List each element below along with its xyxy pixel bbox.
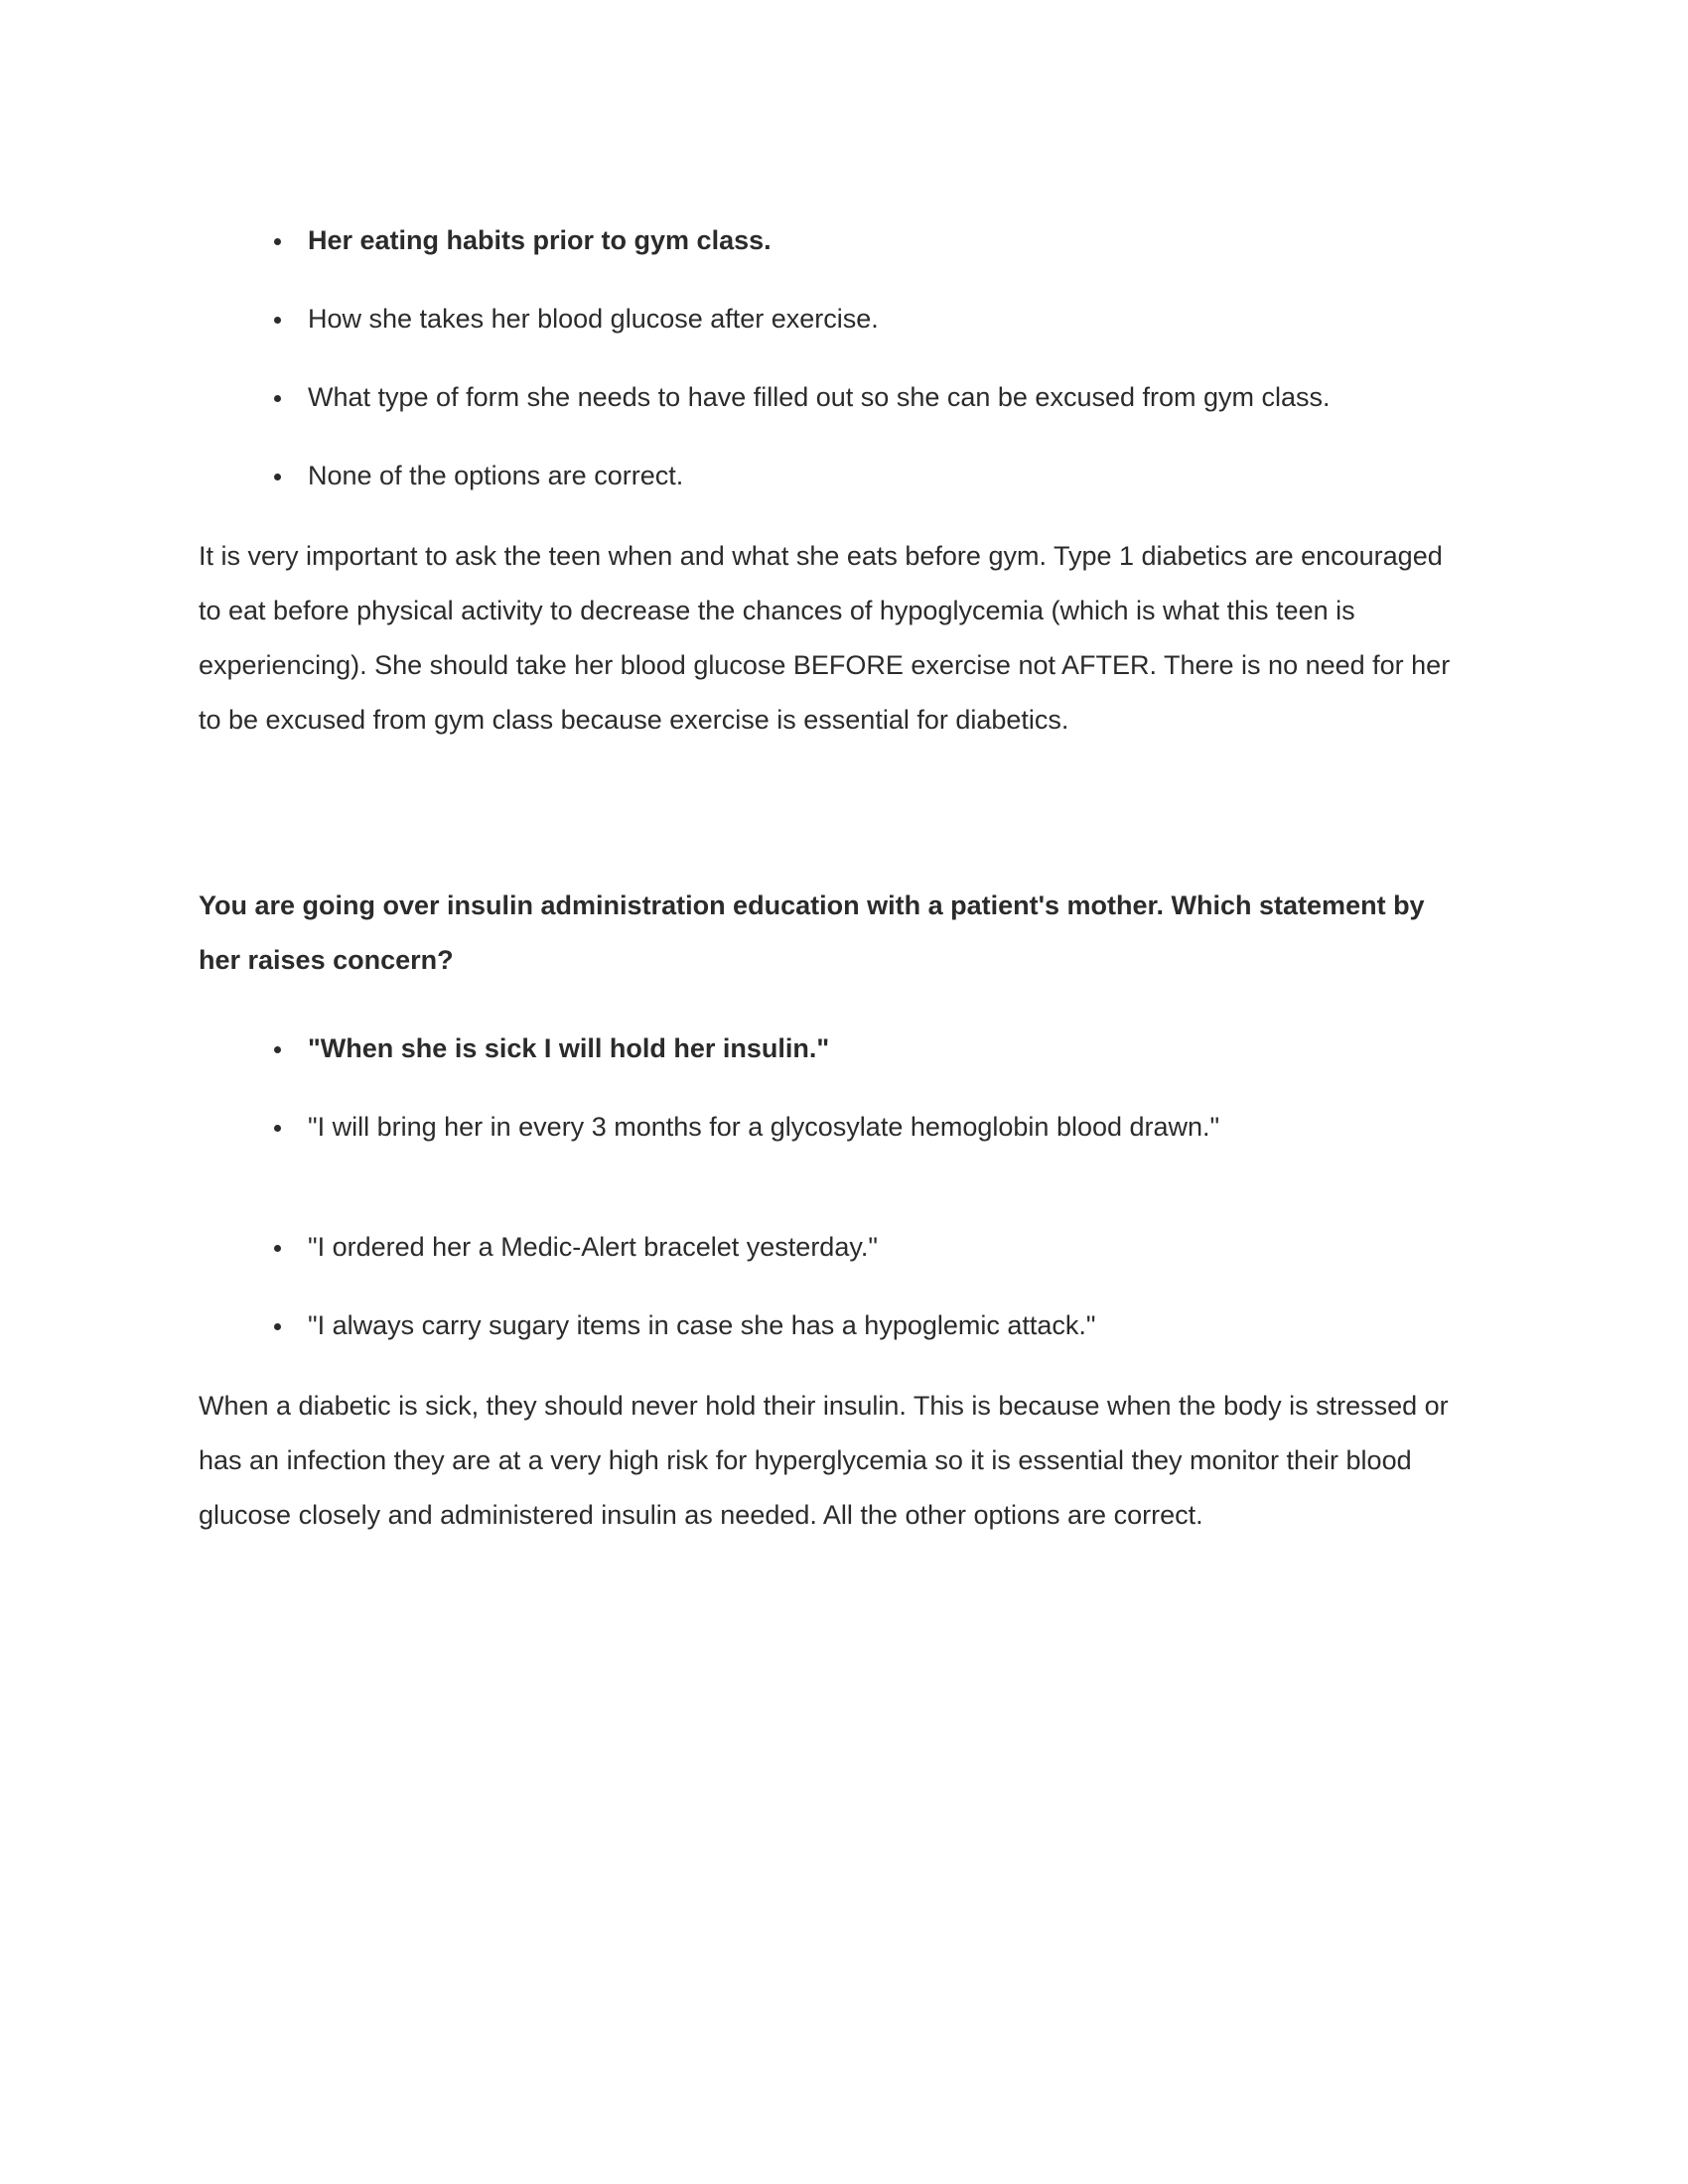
list-item bbox=[236, 213, 1494, 268]
section-spacer bbox=[199, 748, 1494, 879]
question-1-options-list bbox=[199, 213, 1494, 503]
option-text: How she takes her blood glucose after exercise. bbox=[308, 304, 879, 334]
question-2-options-list bbox=[199, 1022, 1494, 1353]
list-item bbox=[236, 1022, 1494, 1076]
option-text: What type of form she needs to have filled out so she can be excused from gym class. bbox=[308, 382, 1331, 412]
list-item bbox=[236, 1100, 1494, 1155]
option-text: Her eating habits prior to gym class. bbox=[308, 225, 772, 255]
option-text: "I will bring her in every 3 months for a glycosylate hemoglobin blood drawn." bbox=[308, 1112, 1220, 1142]
list-item bbox=[236, 1298, 1494, 1353]
option-text: "I ordered her a Medic-Alert bracelet yesterday." bbox=[308, 1232, 878, 1262]
list-item bbox=[236, 449, 1494, 503]
question-2-rationale: When a diabetic is sick, they should never hold their insulin. This is because when the body is stressed or has an infection they are at a very high risk for hyperglycemia so it is essential they monitor their blood glucose closely and administered insulin as needed. All the other options are correct. bbox=[199, 1391, 1449, 1530]
list-item bbox=[236, 370, 1494, 425]
option-text: "I always carry sugary items in case she has a hypoglemic attack." bbox=[308, 1310, 1096, 1340]
option-text: "When she is sick I will hold her insulin." bbox=[308, 1033, 830, 1063]
list-item bbox=[236, 292, 1494, 346]
option-text: None of the options are correct. bbox=[308, 461, 684, 490]
question-1-rationale: It is very important to ask the teen when and what she eats before gym. Type 1 diabetics are encouraged to eat before physical activity to decrease the chances of hypoglycemia (which is what this teen is experiencing). She should take her blood glucose BEFORE exercise not AFTER. There is no need for her to be excused from gym class because exercise is essential for diabetics. bbox=[199, 541, 1451, 735]
list-item bbox=[236, 1220, 1494, 1275]
question-2-prompt: You are going over insulin administration education with a patient's mother. Which statement by her raises concern? bbox=[199, 890, 1425, 975]
